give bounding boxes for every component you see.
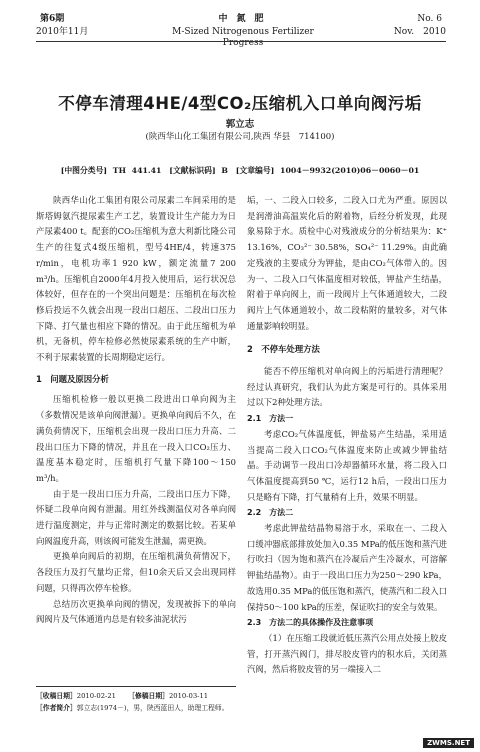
received-label: ［收稿日期］ bbox=[36, 692, 77, 700]
footnote-dates bbox=[36, 690, 236, 702]
affiliation: (陕西华山化工集团有限公司,陕西 华县 714100) bbox=[145, 132, 335, 142]
journal-name-en: M-Sized Nitrogenous Fertilizer Progress bbox=[172, 27, 314, 48]
author-bio: 郭立志(1974－)，男，陕西蓝田人，助理工程师。 bbox=[76, 704, 229, 712]
issue-label: 第6期 bbox=[40, 14, 65, 24]
number-label: No. 6 bbox=[417, 14, 442, 24]
paragraph: 能否不停压缩机对单向阀上的污垢进行清理呢？经过认真研究，我们认为此方案是可行的。具体采用过以下2种处理方法。 bbox=[247, 366, 447, 408]
received-date: 2010-02-21 bbox=[76, 692, 116, 700]
paragraph: 考虑此钾盐结晶物易溶于水，采取在一、二段入口缓冲器底部排放处加入0.35 MPa的低压饱和蒸汽进行吹扫（因为饱和蒸汽在冷凝后产生冷凝水，可溶解钾盐结晶物）。由于一段出口压力为250～290 kPa，故选用0.35 MPa的低压饱和蒸汽，使蒸汽和二段入口保持50～100 kPa的压差，保证吹扫的安全与效果。 bbox=[247, 523, 447, 612]
paragraph: 总结历次更换单向阀的情况，发现被拆下的单向阀阀片及气体通道内总是有较多油泥状污 bbox=[36, 598, 236, 625]
paragraph: 考虑CO₂气体温度低，钾盐易产生结晶，采用适当提高二段入口CO₂气体温度来防止或减少钾盐结晶。手动调节一段出口冷却器循环水量，将二段入口气体温度提高到50 ℃，运行12 h后，一段出口压力只是略有下降，打气量稍有上升，效果不明显。 bbox=[247, 428, 447, 502]
author-name: 郭立志 bbox=[225, 119, 255, 130]
revised-date: 2010-03-11 bbox=[168, 692, 209, 700]
paragraph: 压缩机检修一般以更换二段进出口单向阀为主（多数情况是该单向阀泄漏）。更换单向阀后不久，在满负荷情况下，压缩机会出现一段出口压力升高、二段出口压力下降的情况，并且在一段入口CO₂压力、温度基本稳定时，压缩机打气量下降100～150 m³/h。 bbox=[36, 394, 236, 483]
section-heading-2: 2 不停车处理方法 bbox=[247, 344, 320, 355]
date-cn: 2010年11月 bbox=[36, 27, 89, 37]
left-column bbox=[36, 193, 236, 628]
footnote-box bbox=[36, 686, 236, 714]
date-en: Nov. 2010 bbox=[393, 27, 446, 37]
journal-name-cn: 中 氮 肥 bbox=[218, 14, 264, 24]
paragraph: （1）在压缩工段就近低压蒸汽公用点处接上胶皮管，打开蒸汽阀门，排尽胶皮管内的积水后，关闭蒸汽阀，然后将胶皮管的另一端接入二 bbox=[247, 632, 447, 675]
paragraph: 陕西华山化工集团有限公司尿素二车间采用的是斯塔姆氨汽提尿素生产工艺，装置设计生产能力为日产尿素400 t。配套的CO₂压缩机为意大利新比隆公司生产的往复式4级压缩机，型号4HE/4，转速375 r/min，电机功率1 920 kW，额定流量7 200 m³/h。压缩机自2000年4月投入使用后，运行状况总体较好，但存在的一个突出问题是：压缩机在每次检修后投运不久就会出现一段出口超压、二段出口压力下降、打气量也相应下降的情况。由于此压缩机为单机，无备机，停车检修必然使尿素系统的生产中断，不利于尿素装置的长周期稳定运行。 bbox=[36, 195, 236, 363]
paragraph: 垢，一、二段入口较多，二段入口尤为严重。原因以是润滑油高温炭化后的附着物，后经分析发现，此现象易除于水。质检中心对残液成分的分析结果为：K⁺ 13.16%，CO₃²⁻ 30.58%，SO₄²⁻ 11.29%。由此确定残液的主要成分为钾盐，是由CO₂气体带入的。因为一、二段入口气体温度相对较低，钾盐产生结晶，附着于单向阀上，而一段阀片上气体通道较大，二段阀片上气体通道较小，故二段粘附的量较多，对气体通量影响较明显。 bbox=[247, 195, 447, 331]
classification-line: [中图分类号] TH 441.41 [文献标识码] B [文章编号] 1004－9932(2010)06－0060－01 bbox=[60, 166, 420, 175]
paragraph: 由于是一段出口压力升高，二段出口压力下降，怀疑二段单向阀有泄漏。用红外线测温仪对各单向阀进行温度测定，并与正常时测定的数据比较。若某单向阀温度升高，则该阀可能发生泄漏，需更换。 bbox=[36, 488, 236, 546]
revised-label: ［修稿日期］ bbox=[128, 692, 169, 700]
author-bio-label: ［作者简介］ bbox=[36, 704, 77, 712]
paragraph: 更换单向阀后的初期，在压缩机满负荷情况下，各段压力及打气量均正常，但10余天后又会出现同样问题，只得再次停车检修。 bbox=[36, 551, 236, 593]
footnote-author bbox=[36, 702, 236, 714]
watermark: ZWMS.NET bbox=[423, 738, 474, 748]
right-column bbox=[247, 193, 447, 678]
subsection-heading-2-1: 2.1 方法一 bbox=[247, 414, 294, 424]
subsection-heading-2-3: 2.3 方法二的具体操作及注意事项 bbox=[247, 618, 374, 628]
article-title: 不停车清理4HE/4型CO₂压缩机入口单向阀污垢 bbox=[58, 94, 422, 113]
header-rule bbox=[36, 41, 446, 42]
section-heading-1: 1 问题及原因分析 bbox=[36, 373, 109, 384]
subsection-heading-2-2: 2.2 方法二 bbox=[247, 508, 294, 518]
